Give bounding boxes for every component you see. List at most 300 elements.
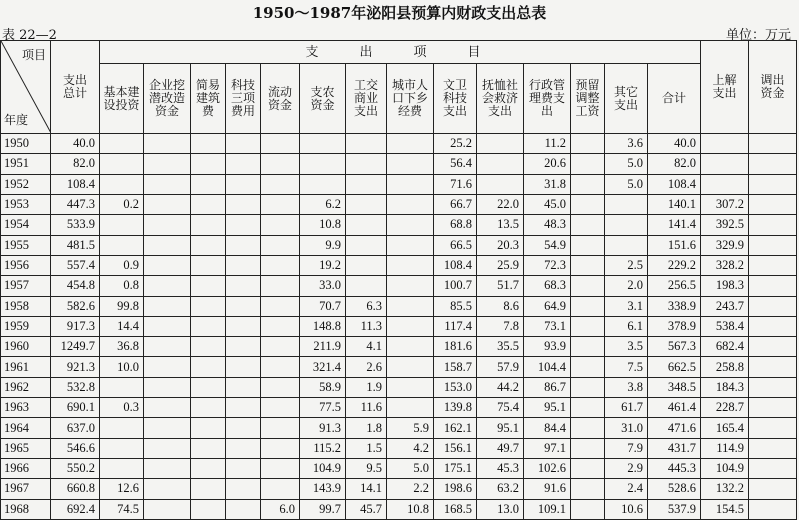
value-cell: 102.6 <box>524 459 571 479</box>
value-cell: 68.3 <box>524 276 571 296</box>
value-cell <box>144 418 191 438</box>
value-cell <box>100 438 144 458</box>
value-cell: 158.7 <box>434 357 477 377</box>
value-cell: 117.4 <box>434 316 477 336</box>
value-cell <box>571 215 605 235</box>
value-cell <box>387 316 434 336</box>
value-cell <box>477 134 524 154</box>
year-cell: 1956 <box>1 255 51 275</box>
value-cell: 1249.7 <box>51 337 100 357</box>
value-cell <box>261 255 300 275</box>
value-cell <box>100 215 144 235</box>
year-cell: 1965 <box>1 438 51 458</box>
value-cell: 2.2 <box>387 479 434 499</box>
value-cell <box>261 459 300 479</box>
column-header: 合计 <box>648 64 701 134</box>
value-cell <box>144 174 191 194</box>
value-cell <box>191 357 226 377</box>
corner-bottom-label: 年度 <box>4 113 29 127</box>
value-cell <box>191 418 226 438</box>
table-row <box>1 194 797 214</box>
table-row <box>1 154 797 174</box>
year-cell: 1963 <box>1 398 51 418</box>
value-cell: 153.0 <box>434 377 477 397</box>
value-cell: 307.2 <box>701 194 749 214</box>
year-cell: 1960 <box>1 337 51 357</box>
value-cell <box>226 418 261 438</box>
value-cell <box>387 377 434 397</box>
value-cell <box>701 174 749 194</box>
value-cell: 7.9 <box>605 438 648 458</box>
table-number: 表 22—2 <box>2 28 57 43</box>
value-cell <box>387 255 434 275</box>
value-cell: 99.7 <box>300 499 346 519</box>
value-cell: 9.9 <box>300 235 346 255</box>
transfer-up-header: 上解 支出 <box>701 41 749 134</box>
value-cell <box>571 235 605 255</box>
column-header: 科技 三项 费用 <box>226 64 261 134</box>
value-cell <box>191 499 226 519</box>
value-cell <box>749 398 797 418</box>
value-cell <box>144 296 191 316</box>
value-cell <box>100 235 144 255</box>
value-cell: 70.7 <box>300 296 346 316</box>
value-cell <box>749 459 797 479</box>
value-cell <box>749 377 797 397</box>
value-cell: 99.8 <box>100 296 144 316</box>
value-cell: 181.6 <box>434 337 477 357</box>
value-cell <box>144 479 191 499</box>
table-row <box>1 215 797 235</box>
value-cell <box>144 194 191 214</box>
value-cell <box>571 418 605 438</box>
column-header: 支农 资金 <box>300 64 346 134</box>
value-cell: 917.3 <box>51 316 100 336</box>
value-cell <box>191 215 226 235</box>
value-cell <box>749 154 797 174</box>
value-cell <box>346 154 387 174</box>
value-cell: 104.4 <box>524 357 571 377</box>
value-cell: 3.5 <box>605 337 648 357</box>
value-cell <box>261 194 300 214</box>
value-cell: 528.6 <box>648 479 701 499</box>
value-cell: 48.3 <box>524 215 571 235</box>
value-cell: 692.4 <box>51 499 100 519</box>
value-cell: 68.8 <box>434 215 477 235</box>
value-cell: 93.9 <box>524 337 571 357</box>
value-cell <box>346 174 387 194</box>
value-cell: 61.7 <box>605 398 648 418</box>
value-cell: 14.1 <box>346 479 387 499</box>
value-cell: 141.4 <box>648 215 701 235</box>
value-cell <box>226 194 261 214</box>
value-cell: 392.5 <box>701 215 749 235</box>
value-cell: 5.9 <box>387 418 434 438</box>
value-cell: 104.9 <box>300 459 346 479</box>
year-cell: 1951 <box>1 154 51 174</box>
value-cell: 114.9 <box>701 438 749 458</box>
value-cell: 51.7 <box>477 276 524 296</box>
value-cell: 461.4 <box>648 398 701 418</box>
value-cell <box>387 174 434 194</box>
value-cell <box>387 276 434 296</box>
value-cell <box>749 316 797 336</box>
value-cell: 7.5 <box>605 357 648 377</box>
value-cell <box>261 215 300 235</box>
value-cell: 10.6 <box>605 499 648 519</box>
value-cell <box>191 438 226 458</box>
value-cell <box>387 337 434 357</box>
value-cell <box>100 459 144 479</box>
value-cell: 481.5 <box>51 235 100 255</box>
value-cell <box>571 154 605 174</box>
value-cell <box>261 479 300 499</box>
value-cell <box>226 296 261 316</box>
value-cell <box>571 459 605 479</box>
total-header: 支出 总计 <box>51 41 100 134</box>
value-cell: 45.7 <box>346 499 387 519</box>
value-cell <box>387 357 434 377</box>
column-header: 工交 商业 支出 <box>346 64 387 134</box>
value-cell: 662.5 <box>648 357 701 377</box>
value-cell: 243.7 <box>701 296 749 316</box>
value-cell <box>261 235 300 255</box>
value-cell <box>571 134 605 154</box>
value-cell <box>191 174 226 194</box>
value-cell <box>571 316 605 336</box>
value-cell: 25.2 <box>434 134 477 154</box>
value-cell <box>605 235 648 255</box>
corner-header <box>1 41 51 134</box>
value-cell <box>701 134 749 154</box>
value-cell: 538.4 <box>701 316 749 336</box>
value-cell <box>191 276 226 296</box>
value-cell <box>261 154 300 174</box>
value-cell <box>701 154 749 174</box>
value-cell <box>571 377 605 397</box>
value-cell <box>226 174 261 194</box>
value-cell: 348.5 <box>648 377 701 397</box>
table-row <box>1 499 797 519</box>
column-header: 抚恤社 会救济 支出 <box>477 64 524 134</box>
value-cell: 84.4 <box>524 418 571 438</box>
value-cell: 86.7 <box>524 377 571 397</box>
value-cell: 139.8 <box>434 398 477 418</box>
value-cell <box>387 235 434 255</box>
value-cell: 5.0 <box>605 174 648 194</box>
value-cell: 6.0 <box>261 499 300 519</box>
value-cell <box>261 418 300 438</box>
value-cell: 582.6 <box>51 296 100 316</box>
value-cell: 11.3 <box>346 316 387 336</box>
value-cell: 471.6 <box>648 418 701 438</box>
value-cell: 91.3 <box>300 418 346 438</box>
value-cell: 4.1 <box>346 337 387 357</box>
value-cell <box>226 154 261 174</box>
value-cell: 2.4 <box>605 479 648 499</box>
value-cell: 75.4 <box>477 398 524 418</box>
value-cell <box>144 235 191 255</box>
value-cell: 2.5 <box>605 255 648 275</box>
column-header: 流动 资金 <box>261 64 300 134</box>
value-cell: 229.2 <box>648 255 701 275</box>
value-cell: 165.4 <box>701 418 749 438</box>
value-cell: 338.9 <box>648 296 701 316</box>
value-cell <box>144 134 191 154</box>
value-cell: 0.3 <box>100 398 144 418</box>
value-cell <box>749 337 797 357</box>
value-cell: 11.6 <box>346 398 387 418</box>
value-cell: 95.1 <box>524 398 571 418</box>
value-cell <box>346 215 387 235</box>
value-cell: 5.0 <box>605 154 648 174</box>
value-cell <box>144 255 191 275</box>
value-cell: 10.8 <box>387 499 434 519</box>
value-cell: 20.6 <box>524 154 571 174</box>
value-cell: 532.8 <box>51 377 100 397</box>
value-cell: 256.5 <box>648 276 701 296</box>
value-cell: 328.2 <box>701 255 749 275</box>
value-cell <box>191 255 226 275</box>
value-cell: 2.0 <box>605 276 648 296</box>
table-row <box>1 459 797 479</box>
value-cell <box>226 499 261 519</box>
value-cell <box>100 154 144 174</box>
year-cell: 1961 <box>1 357 51 377</box>
table-row <box>1 357 797 377</box>
value-cell: 66.7 <box>434 194 477 214</box>
value-cell <box>346 255 387 275</box>
section-header: 支 出 项 目 <box>100 41 701 64</box>
value-cell <box>571 499 605 519</box>
value-cell <box>226 276 261 296</box>
value-cell: 447.3 <box>51 194 100 214</box>
value-cell: 682.4 <box>701 337 749 357</box>
value-cell: 321.4 <box>300 357 346 377</box>
value-cell <box>191 194 226 214</box>
year-cell: 1967 <box>1 479 51 499</box>
column-header: 简易 建筑 费 <box>191 64 226 134</box>
table-row <box>1 337 797 357</box>
value-cell: 454.8 <box>51 276 100 296</box>
value-cell <box>387 215 434 235</box>
value-cell <box>605 194 648 214</box>
year-cell: 1959 <box>1 316 51 336</box>
value-cell: 148.8 <box>300 316 346 336</box>
value-cell <box>571 276 605 296</box>
value-cell <box>749 255 797 275</box>
year-cell: 1957 <box>1 276 51 296</box>
year-cell: 1966 <box>1 459 51 479</box>
value-cell: 2.6 <box>346 357 387 377</box>
year-cell: 1952 <box>1 174 51 194</box>
value-cell: 0.9 <box>100 255 144 275</box>
table-row <box>1 276 797 296</box>
year-cell: 1964 <box>1 418 51 438</box>
value-cell: 1.8 <box>346 418 387 438</box>
value-cell: 151.6 <box>648 235 701 255</box>
value-cell <box>749 479 797 499</box>
year-cell: 1962 <box>1 377 51 397</box>
column-header: 企业挖 潜改造 资金 <box>144 64 191 134</box>
value-cell: 20.3 <box>477 235 524 255</box>
value-cell <box>387 154 434 174</box>
value-cell <box>191 459 226 479</box>
value-cell: 104.9 <box>701 459 749 479</box>
corner-top-label: 项目 <box>21 48 46 62</box>
value-cell <box>144 499 191 519</box>
value-cell <box>144 215 191 235</box>
value-cell: 2.9 <box>605 459 648 479</box>
column-header: 文卫 科技 支出 <box>434 64 477 134</box>
value-cell: 6.2 <box>300 194 346 214</box>
value-cell <box>571 174 605 194</box>
value-cell <box>226 316 261 336</box>
value-cell <box>226 377 261 397</box>
value-cell <box>749 438 797 458</box>
value-cell <box>144 398 191 418</box>
value-cell: 25.9 <box>477 255 524 275</box>
value-cell <box>144 357 191 377</box>
value-cell: 168.5 <box>434 499 477 519</box>
value-cell: 72.3 <box>524 255 571 275</box>
value-cell <box>749 235 797 255</box>
value-cell: 10.0 <box>100 357 144 377</box>
table-row <box>1 418 797 438</box>
value-cell <box>191 235 226 255</box>
value-cell <box>261 134 300 154</box>
value-cell: 3.8 <box>605 377 648 397</box>
value-cell: 140.1 <box>648 194 701 214</box>
value-cell <box>387 134 434 154</box>
value-cell <box>261 398 300 418</box>
value-cell: 9.5 <box>346 459 387 479</box>
value-cell: 7.8 <box>477 316 524 336</box>
table-row <box>1 296 797 316</box>
value-cell <box>191 479 226 499</box>
value-cell <box>571 398 605 418</box>
value-cell: 198.6 <box>434 479 477 499</box>
value-cell <box>749 296 797 316</box>
value-cell: 156.1 <box>434 438 477 458</box>
value-cell: 109.1 <box>524 499 571 519</box>
value-cell: 22.0 <box>477 194 524 214</box>
value-cell <box>261 438 300 458</box>
year-cell: 1953 <box>1 194 51 214</box>
value-cell <box>261 337 300 357</box>
value-cell: 154.5 <box>701 499 749 519</box>
value-cell: 162.1 <box>434 418 477 438</box>
value-cell <box>261 357 300 377</box>
value-cell: 184.3 <box>701 377 749 397</box>
year-cell: 1968 <box>1 499 51 519</box>
value-cell <box>300 154 346 174</box>
value-cell <box>100 174 144 194</box>
value-cell <box>749 174 797 194</box>
value-cell <box>191 377 226 397</box>
column-header: 行政管 理费支 出 <box>524 64 571 134</box>
value-cell <box>571 438 605 458</box>
value-cell <box>571 337 605 357</box>
value-cell <box>226 134 261 154</box>
value-cell: 63.2 <box>477 479 524 499</box>
value-cell: 13.5 <box>477 215 524 235</box>
value-cell <box>191 398 226 418</box>
value-cell: 45.3 <box>477 459 524 479</box>
table-row <box>1 479 797 499</box>
value-cell: 11.2 <box>524 134 571 154</box>
value-cell <box>346 194 387 214</box>
year-cell: 1954 <box>1 215 51 235</box>
value-cell: 10.8 <box>300 215 346 235</box>
value-cell <box>144 438 191 458</box>
value-cell <box>387 194 434 214</box>
value-cell: 100.7 <box>434 276 477 296</box>
value-cell <box>191 134 226 154</box>
value-cell: 6.3 <box>346 296 387 316</box>
table-row <box>1 438 797 458</box>
value-cell: 660.8 <box>51 479 100 499</box>
value-cell: 45.0 <box>524 194 571 214</box>
year-cell: 1955 <box>1 235 51 255</box>
column-header: 城市人 口下乡 经费 <box>387 64 434 134</box>
value-cell: 33.0 <box>300 276 346 296</box>
value-cell <box>261 174 300 194</box>
value-cell <box>144 276 191 296</box>
value-cell <box>100 418 144 438</box>
value-cell: 108.4 <box>51 174 100 194</box>
value-cell <box>226 479 261 499</box>
value-cell: 143.9 <box>300 479 346 499</box>
value-cell <box>261 276 300 296</box>
value-cell: 637.0 <box>51 418 100 438</box>
value-cell: 557.4 <box>51 255 100 275</box>
value-cell <box>477 174 524 194</box>
value-cell: 921.3 <box>51 357 100 377</box>
value-cell: 546.6 <box>51 438 100 458</box>
value-cell <box>571 479 605 499</box>
value-cell: 567.3 <box>648 337 701 357</box>
table-row <box>1 134 797 154</box>
value-cell: 85.5 <box>434 296 477 316</box>
value-cell: 1.9 <box>346 377 387 397</box>
value-cell: 91.6 <box>524 479 571 499</box>
value-cell: 14.4 <box>100 316 144 336</box>
value-cell <box>226 255 261 275</box>
value-cell <box>226 398 261 418</box>
value-cell <box>191 337 226 357</box>
value-cell <box>605 215 648 235</box>
value-cell <box>346 276 387 296</box>
value-cell <box>749 134 797 154</box>
value-cell <box>191 316 226 336</box>
value-cell <box>749 418 797 438</box>
table-row <box>1 255 797 275</box>
value-cell: 108.4 <box>648 174 701 194</box>
table-row <box>1 316 797 336</box>
value-cell <box>144 459 191 479</box>
value-cell <box>571 357 605 377</box>
value-cell <box>261 296 300 316</box>
value-cell <box>300 174 346 194</box>
value-cell <box>226 459 261 479</box>
value-cell <box>300 134 346 154</box>
value-cell: 40.0 <box>51 134 100 154</box>
value-cell <box>571 194 605 214</box>
value-cell: 49.7 <box>477 438 524 458</box>
value-cell: 175.1 <box>434 459 477 479</box>
value-cell: 690.1 <box>51 398 100 418</box>
